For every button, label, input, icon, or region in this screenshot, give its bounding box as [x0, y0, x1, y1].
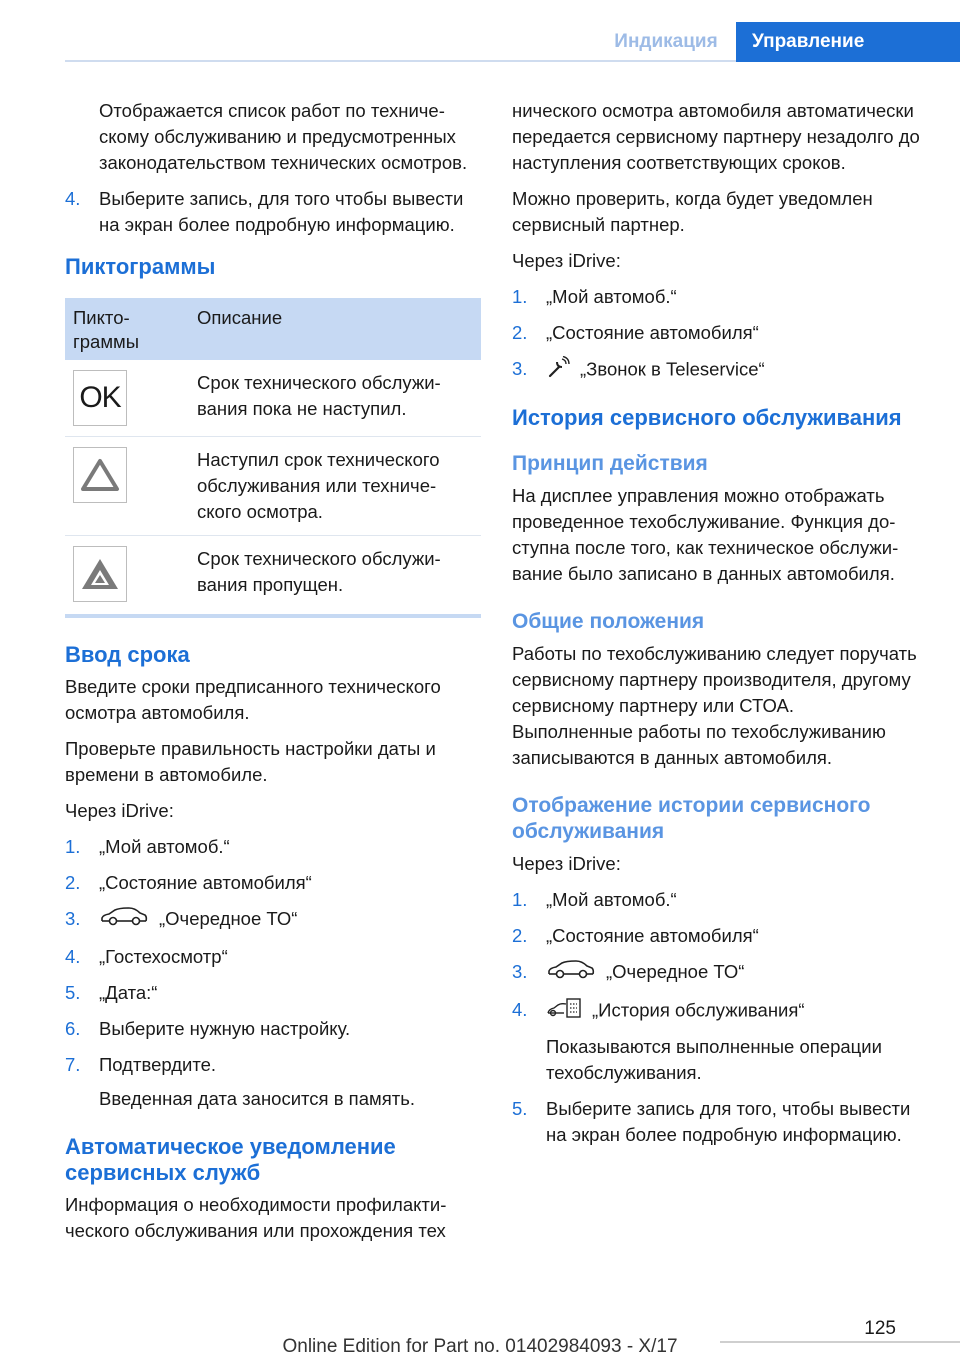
paragraph: Работы по техобслуживанию следует поручать сервисному партнеру производителя, другому сервисному партнеру или СТОА.: [512, 643, 917, 716]
pictogram-table: [65, 298, 481, 612]
car-service-icon: [546, 960, 596, 987]
list-item: [65, 870, 481, 896]
table-row: [65, 536, 481, 613]
paragraph: Можно проверить, когда будет уведомлен сервисный партнер.: [512, 188, 873, 235]
list-item: [65, 944, 481, 970]
paragraph: Введите сроки предписанного технического осмотра автомобиля.: [65, 676, 441, 723]
paragraph: На дисплее управления можно отображать проведенное техобслуживание. Функция доступна после того, как техническое обслуживание было записано в данных автомобиля.: [512, 485, 899, 584]
step-note: Показываются выполненные операции техобслуживания.: [546, 1035, 882, 1083]
list-item: [512, 923, 927, 949]
date-heading: Ввод срока: [65, 642, 190, 667]
list-item: [512, 997, 927, 1026]
item-number: 4.: [512, 998, 528, 1020]
item-text: Подтвердите.: [99, 1053, 217, 1075]
list-item: [65, 186, 481, 238]
row-description: Наступил срок технического обслуживания или технического осмотра.: [189, 437, 481, 536]
service-history-icon: [546, 997, 582, 1026]
item-number: 3.: [65, 908, 81, 929]
list-item: [65, 980, 481, 1006]
item-text: „Состояние автомобиля“: [99, 872, 312, 893]
column-header-description: Описание: [189, 298, 481, 360]
paragraph: Через iDrive:: [65, 800, 174, 821]
item-number: 4.: [65, 945, 81, 967]
right-column: [512, 98, 927, 1158]
item-number: 4.: [65, 188, 81, 209]
history-heading: История сервисного обслуживания: [512, 405, 902, 430]
page-number: 125: [864, 1318, 896, 1339]
car-service-icon: [99, 907, 149, 934]
item-text: „Очередное ТО“: [606, 961, 745, 982]
edition-text: Online Edition for Part no. 01402984093 - X/17: [282, 1336, 678, 1357]
item-text: „Состояние автомобиля“: [546, 322, 759, 343]
row-description: Срок технического обслуживания пропущен.: [197, 548, 441, 595]
item-text: „Мой автомоб.“: [99, 836, 230, 857]
item-number: 3.: [512, 358, 528, 379]
list-item: [512, 356, 927, 385]
item-number: 5.: [512, 1097, 528, 1119]
wrench-signal-icon: [546, 356, 570, 385]
item-number: 2.: [512, 322, 528, 343]
paragraph: Через iDrive:: [512, 853, 621, 874]
item-number: 2.: [512, 925, 528, 946]
warning-triangle-outline-icon: [73, 447, 127, 503]
item-number: 1.: [512, 889, 528, 910]
item-text: „Гостехосмотр“: [99, 945, 228, 967]
list-item: [65, 1016, 481, 1042]
paragraph: Проверьте правильность настройки даты и времени в автомобиле.: [65, 738, 436, 785]
display-history-heading: Отображение истории сервисного обслуживания: [512, 794, 871, 843]
item-number: 7.: [65, 1053, 81, 1075]
row-description: Срок технического обслуживания пока не наступил.: [189, 360, 481, 437]
list-item: [512, 320, 927, 346]
pictograms-heading: Пиктограммы: [65, 254, 216, 279]
tab-indication[interactable]: Индикация: [614, 31, 718, 52]
item-text: „Состояние автомобиля“: [546, 925, 759, 946]
item-number: 6.: [65, 1017, 81, 1039]
item-text: „Мой автомоб.“: [546, 286, 677, 307]
list-continuation: Отображается список работ по техническому обслуживанию и предусмотренных законодательством технических осмотров.: [99, 100, 468, 173]
item-number: 3.: [512, 961, 528, 982]
paragraph: Через iDrive:: [512, 250, 621, 271]
paragraph: Выполненные работы по техобслуживанию записываются в данных автомобиля.: [512, 721, 886, 768]
list-item: [65, 906, 481, 934]
left-column: [65, 98, 481, 1254]
list-item: [65, 1052, 481, 1078]
item-text: „Звонок в Teleservice“: [580, 358, 765, 380]
table-bottom-rule: [65, 614, 481, 618]
item-text: „История обслуживания“: [592, 999, 805, 1020]
table-row: [65, 360, 481, 437]
list-item: [512, 959, 927, 987]
ok-icon: OK: [73, 370, 127, 426]
item-text: Выберите нужную настройку.: [99, 1017, 351, 1039]
item-text: „Дата:“: [99, 981, 158, 1003]
general-heading: Общие положения: [512, 610, 705, 633]
tab-control[interactable]: Управление: [736, 22, 960, 62]
warning-triangle-filled-icon: [73, 546, 127, 602]
item-number: 5.: [65, 981, 81, 1003]
item-number: 1.: [512, 286, 528, 307]
item-text: Выберите запись для того, чтобы вывести на экран более подробную информацию.: [546, 1097, 911, 1145]
auto-notification-heading: Автоматическое уведомление сервисных служб: [65, 1133, 396, 1185]
principle-heading: Принцип действия: [512, 452, 708, 475]
list-item: [65, 834, 481, 860]
list-item: [512, 284, 927, 310]
paragraph: Информация о необходимости профилактического обслуживания или прохождения тех: [65, 1193, 447, 1241]
item-text: „Мой автомоб.“: [546, 889, 677, 910]
step-note: Введенная дата заносится в память.: [99, 1087, 415, 1109]
item-number: 1.: [65, 836, 81, 857]
item-number: 2.: [65, 872, 81, 893]
table-row: [65, 437, 481, 536]
list-item: [512, 887, 927, 913]
item-text: „Очередное ТО“: [159, 908, 298, 929]
column-header-pictogram: Пиктограммы: [65, 298, 189, 360]
paragraph: нического осмотра автомобиля автоматически передается сервисному партнеру незадолго до наступления соответствующих сроков.: [512, 100, 920, 173]
list-item: [512, 1096, 927, 1148]
item-text: Выберите запись, для того чтобы вывести на экран более подробную информацию.: [99, 188, 464, 235]
